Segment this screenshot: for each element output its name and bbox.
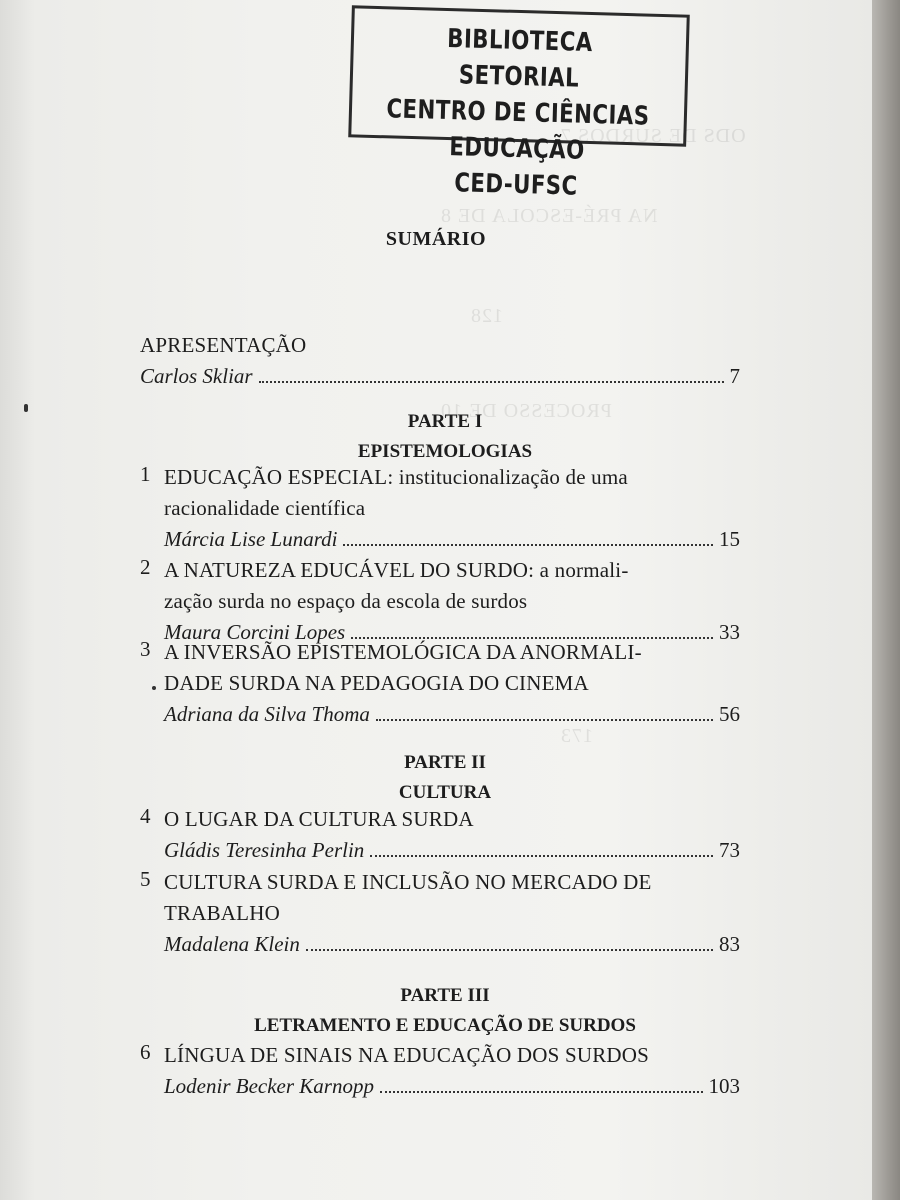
chapter-author: Madalena Klein	[164, 932, 300, 956]
show-through-text: 128	[470, 305, 503, 327]
chapter-page-number: 56	[719, 702, 740, 726]
stamp-line-2: CENTRO DE CIÊNCIAS EDUCAÇÃO	[386, 94, 650, 166]
part-label: PARTE III	[400, 985, 490, 1006]
chapter-author-row	[140, 835, 740, 866]
chapter-page-number: 103	[708, 1074, 740, 1098]
chapter-author-row	[140, 1071, 740, 1102]
chapter-title-line: CULTURA SURDA E INCLUSÃO NO MERCADO DE	[164, 870, 652, 894]
stamp-line-1: BIBLIOTECA SETORIAL	[446, 23, 594, 94]
part-name: CULTURA	[398, 782, 492, 803]
dot-leader	[376, 719, 713, 721]
chapter-number: 4	[140, 804, 151, 828]
intro-author: Carlos Skliar	[140, 364, 253, 388]
chapter-author: Lodenir Becker Karnopp	[164, 1074, 374, 1098]
chapter-page-number: 15	[719, 527, 740, 551]
page-title: SUMÁRIO	[385, 228, 487, 250]
ink-mark	[24, 404, 28, 412]
chapter-title-line: O LUGAR DA CULTURA SURDA	[164, 807, 474, 831]
chapter-page-number: 73	[719, 838, 740, 862]
part-heading	[150, 748, 740, 808]
chapter-author-row	[140, 524, 740, 555]
dot-leader	[306, 949, 713, 951]
chapter-number: 5	[140, 867, 151, 891]
part-label: PARTE II	[404, 752, 486, 773]
chapter-entry	[140, 867, 740, 960]
part-name: EPISTEMOLOGIAS	[357, 441, 533, 462]
chapter-number: 2	[140, 555, 151, 579]
chapter-title-line: TRABALHO	[164, 901, 280, 925]
chapter-author: Márcia Lise Lunardi	[164, 527, 338, 551]
chapter-author: Maura Corcini Lopes	[164, 620, 346, 644]
dot-leader	[343, 544, 713, 546]
chapter-number: 1	[140, 462, 151, 486]
chapter-author-row	[140, 699, 740, 730]
chapter-entry	[140, 637, 740, 730]
stamp-line-3: CED-UFSC	[453, 168, 579, 202]
part-label: PARTE I	[407, 411, 483, 432]
chapter-entry	[140, 1040, 740, 1102]
chapter-title-line: zação surda no espaço da escola de surdos	[164, 589, 528, 613]
chapter-title-line: A INVERSÃO EPISTEMOLÓGICA DA ANORMALI-	[164, 640, 642, 664]
intro-author-row	[140, 361, 740, 392]
intro-entry	[140, 330, 740, 392]
chapter-title-line: EDUCAÇÃO ESPECIAL: institucionalização de uma	[164, 465, 628, 489]
chapter-entry	[140, 555, 740, 648]
chapter-number: 6	[140, 1040, 151, 1064]
chapter-author: Adriana da Silva Thoma	[164, 702, 370, 726]
dot-leader	[259, 381, 724, 383]
library-stamp	[348, 5, 690, 202]
dot-leader	[380, 1091, 703, 1093]
chapter-title-line: A NATUREZA EDUCÁVEL DO SURDO: a normali-	[164, 558, 629, 582]
chapter-entry	[140, 462, 740, 555]
intro-page-number: 7	[729, 364, 740, 388]
chapter-page-number: 83	[719, 932, 740, 956]
chapter-page-number: 33	[719, 620, 740, 644]
show-through-text: PROCESSO DE 10	[440, 400, 612, 422]
chapter-author: Gládis Teresinha Perlin	[164, 838, 365, 862]
dot-leader	[370, 855, 713, 857]
chapter-entry	[140, 804, 740, 866]
show-through-text: ODS DE SURDOS 7	[560, 125, 746, 147]
part-heading	[150, 981, 740, 1041]
chapter-title-line: LÍNGUA DE SINAIS NA EDUCAÇÃO DOS SURDOS	[164, 1043, 650, 1067]
chapter-title-line: DADE SURDA NA PEDAGOGIA DO CINEMA	[164, 671, 589, 695]
chapter-number: 3	[140, 637, 151, 661]
intro-heading: APRESENTAÇÃO	[140, 333, 307, 357]
show-through-text: NA PRÉ-ESCOLA DE 8	[440, 205, 658, 227]
page-edge-shadow	[872, 0, 900, 1200]
chapter-title-line: racionalidade científica	[164, 496, 366, 520]
part-heading	[150, 407, 740, 467]
chapter-author-row	[140, 929, 740, 960]
show-through-text: 173	[560, 725, 593, 747]
part-name: LETRAMENTO E EDUCAÇÃO DE SURDOS	[254, 1015, 636, 1036]
